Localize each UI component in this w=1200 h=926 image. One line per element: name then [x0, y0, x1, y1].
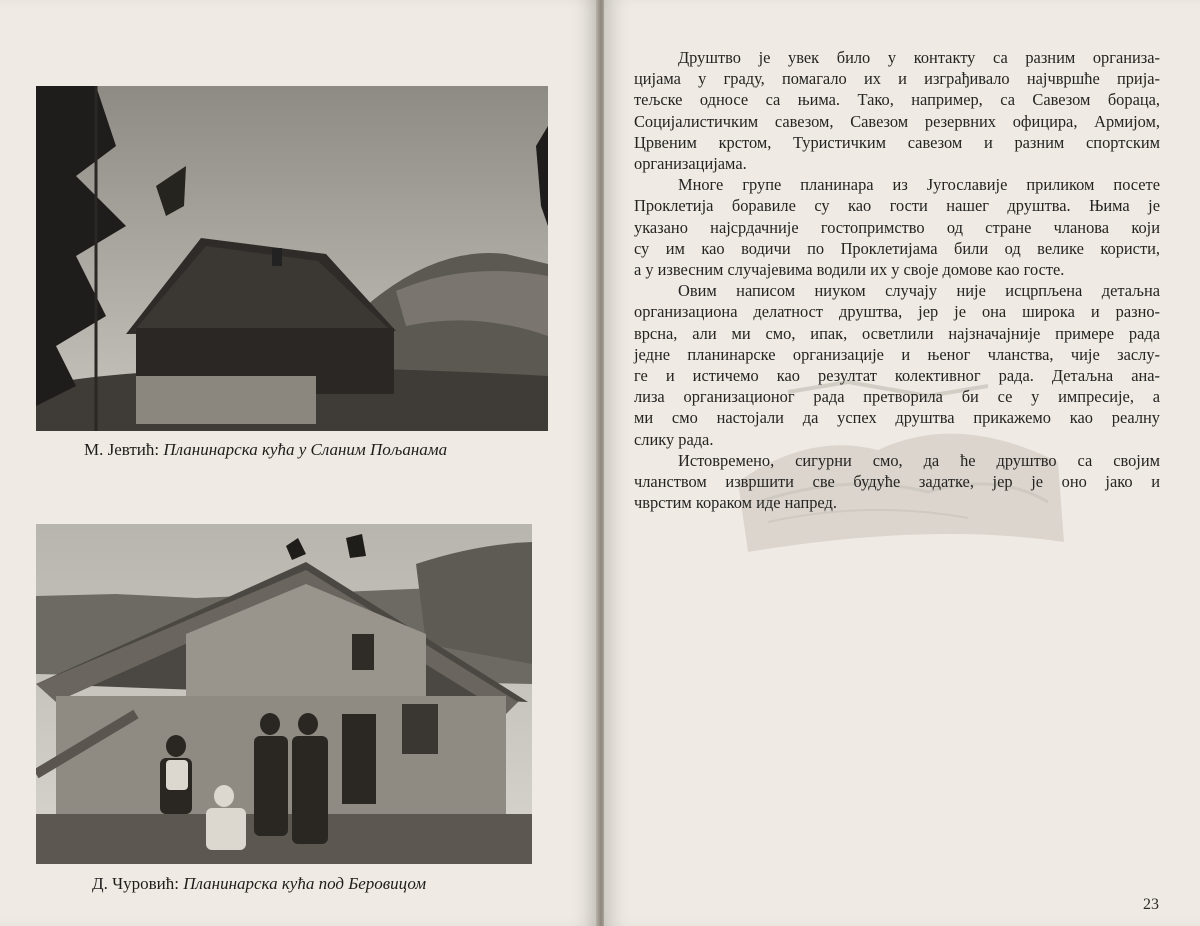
photo-mountain-hut-slane-poljane [36, 86, 548, 431]
text-line: Проклетија боравиле су као гости нашег друштва. Њима је [634, 196, 1160, 216]
paragraph-4 [634, 450, 1160, 514]
text-line: организациона делатност друштва, јер је она широка и разно- [634, 302, 1160, 322]
text-line: организацијама. [634, 154, 747, 174]
text-line: Многе групе планинара из Југославије приликом посете [678, 175, 1160, 195]
text-line: ге и истичемо као резултат колективног рада. Детаљна ана- [634, 366, 1160, 386]
left-page [0, 0, 598, 926]
mountain-hut-photo-2 [36, 524, 532, 864]
page-number: 23 [1143, 896, 1159, 913]
text-line: Овим написом ниуком случају није исцрпљена детаљна [678, 281, 1160, 301]
text-line: чланством извршити све будуће задатке, јер је оно јако и [634, 472, 1160, 492]
paragraph-1 [634, 47, 1160, 174]
text-line: једне планинарске организације и њеног чланства, чије заслу- [634, 344, 1160, 364]
text-line: врсна, али ми смо, ипак, осветлили најзначајније примере рада [634, 323, 1160, 343]
photo1-caption-title: Планинарска кућа у Сланим Пољанама [163, 440, 448, 459]
text-line: лиза организационог рада претворила би се у импресије, а [634, 387, 1160, 407]
text-line: Друштво је увек било у контакту са разним организа- [678, 48, 1160, 67]
paragraph-2 [634, 174, 1160, 280]
text-line: су им као водичи по Проклетијама били од велике користи, [634, 238, 1160, 258]
paragraph-3 [634, 280, 1160, 450]
text-line: а у извесним случајевима водили их у своје домове као госте. [634, 260, 1065, 280]
photo2-caption-author: Д. Чуровић: [92, 874, 179, 893]
text-line: Социјалистичким савезом, Савезом резервних официра, Армијом, [634, 111, 1160, 131]
text-line: ми смо настојали да успех друштва прикажемо као реалну [634, 408, 1160, 428]
text-line: цијама у граду, помагало их и изграђивало најчвршће прија- [634, 69, 1160, 89]
photo2-caption [92, 874, 426, 894]
text-line: Истовремено, сигурни смо, да ће друштво са својим [678, 450, 1160, 470]
text-line: указано најсрдачније гостопримство од стране чланова који [634, 217, 1160, 237]
photo1-caption-author: М. Јевтић: [84, 440, 160, 459]
text-line: чврстим кораком иде напред. [634, 493, 837, 513]
photo1-caption [84, 440, 447, 460]
text-line: слику рада. [634, 429, 714, 449]
text-line: Црвеним крстом, Туристичким савезом и разним спортским [634, 132, 1160, 152]
photo2-caption-title: Планинарска кућа под Беровицом [183, 874, 427, 893]
mountain-hut-photo-1 [36, 86, 548, 431]
photo-mountain-hut-berovica [36, 524, 532, 864]
text-line: тељске односе са њима. Тако, например, са Савезом бораца, [634, 90, 1160, 110]
body-text [634, 47, 1160, 513]
